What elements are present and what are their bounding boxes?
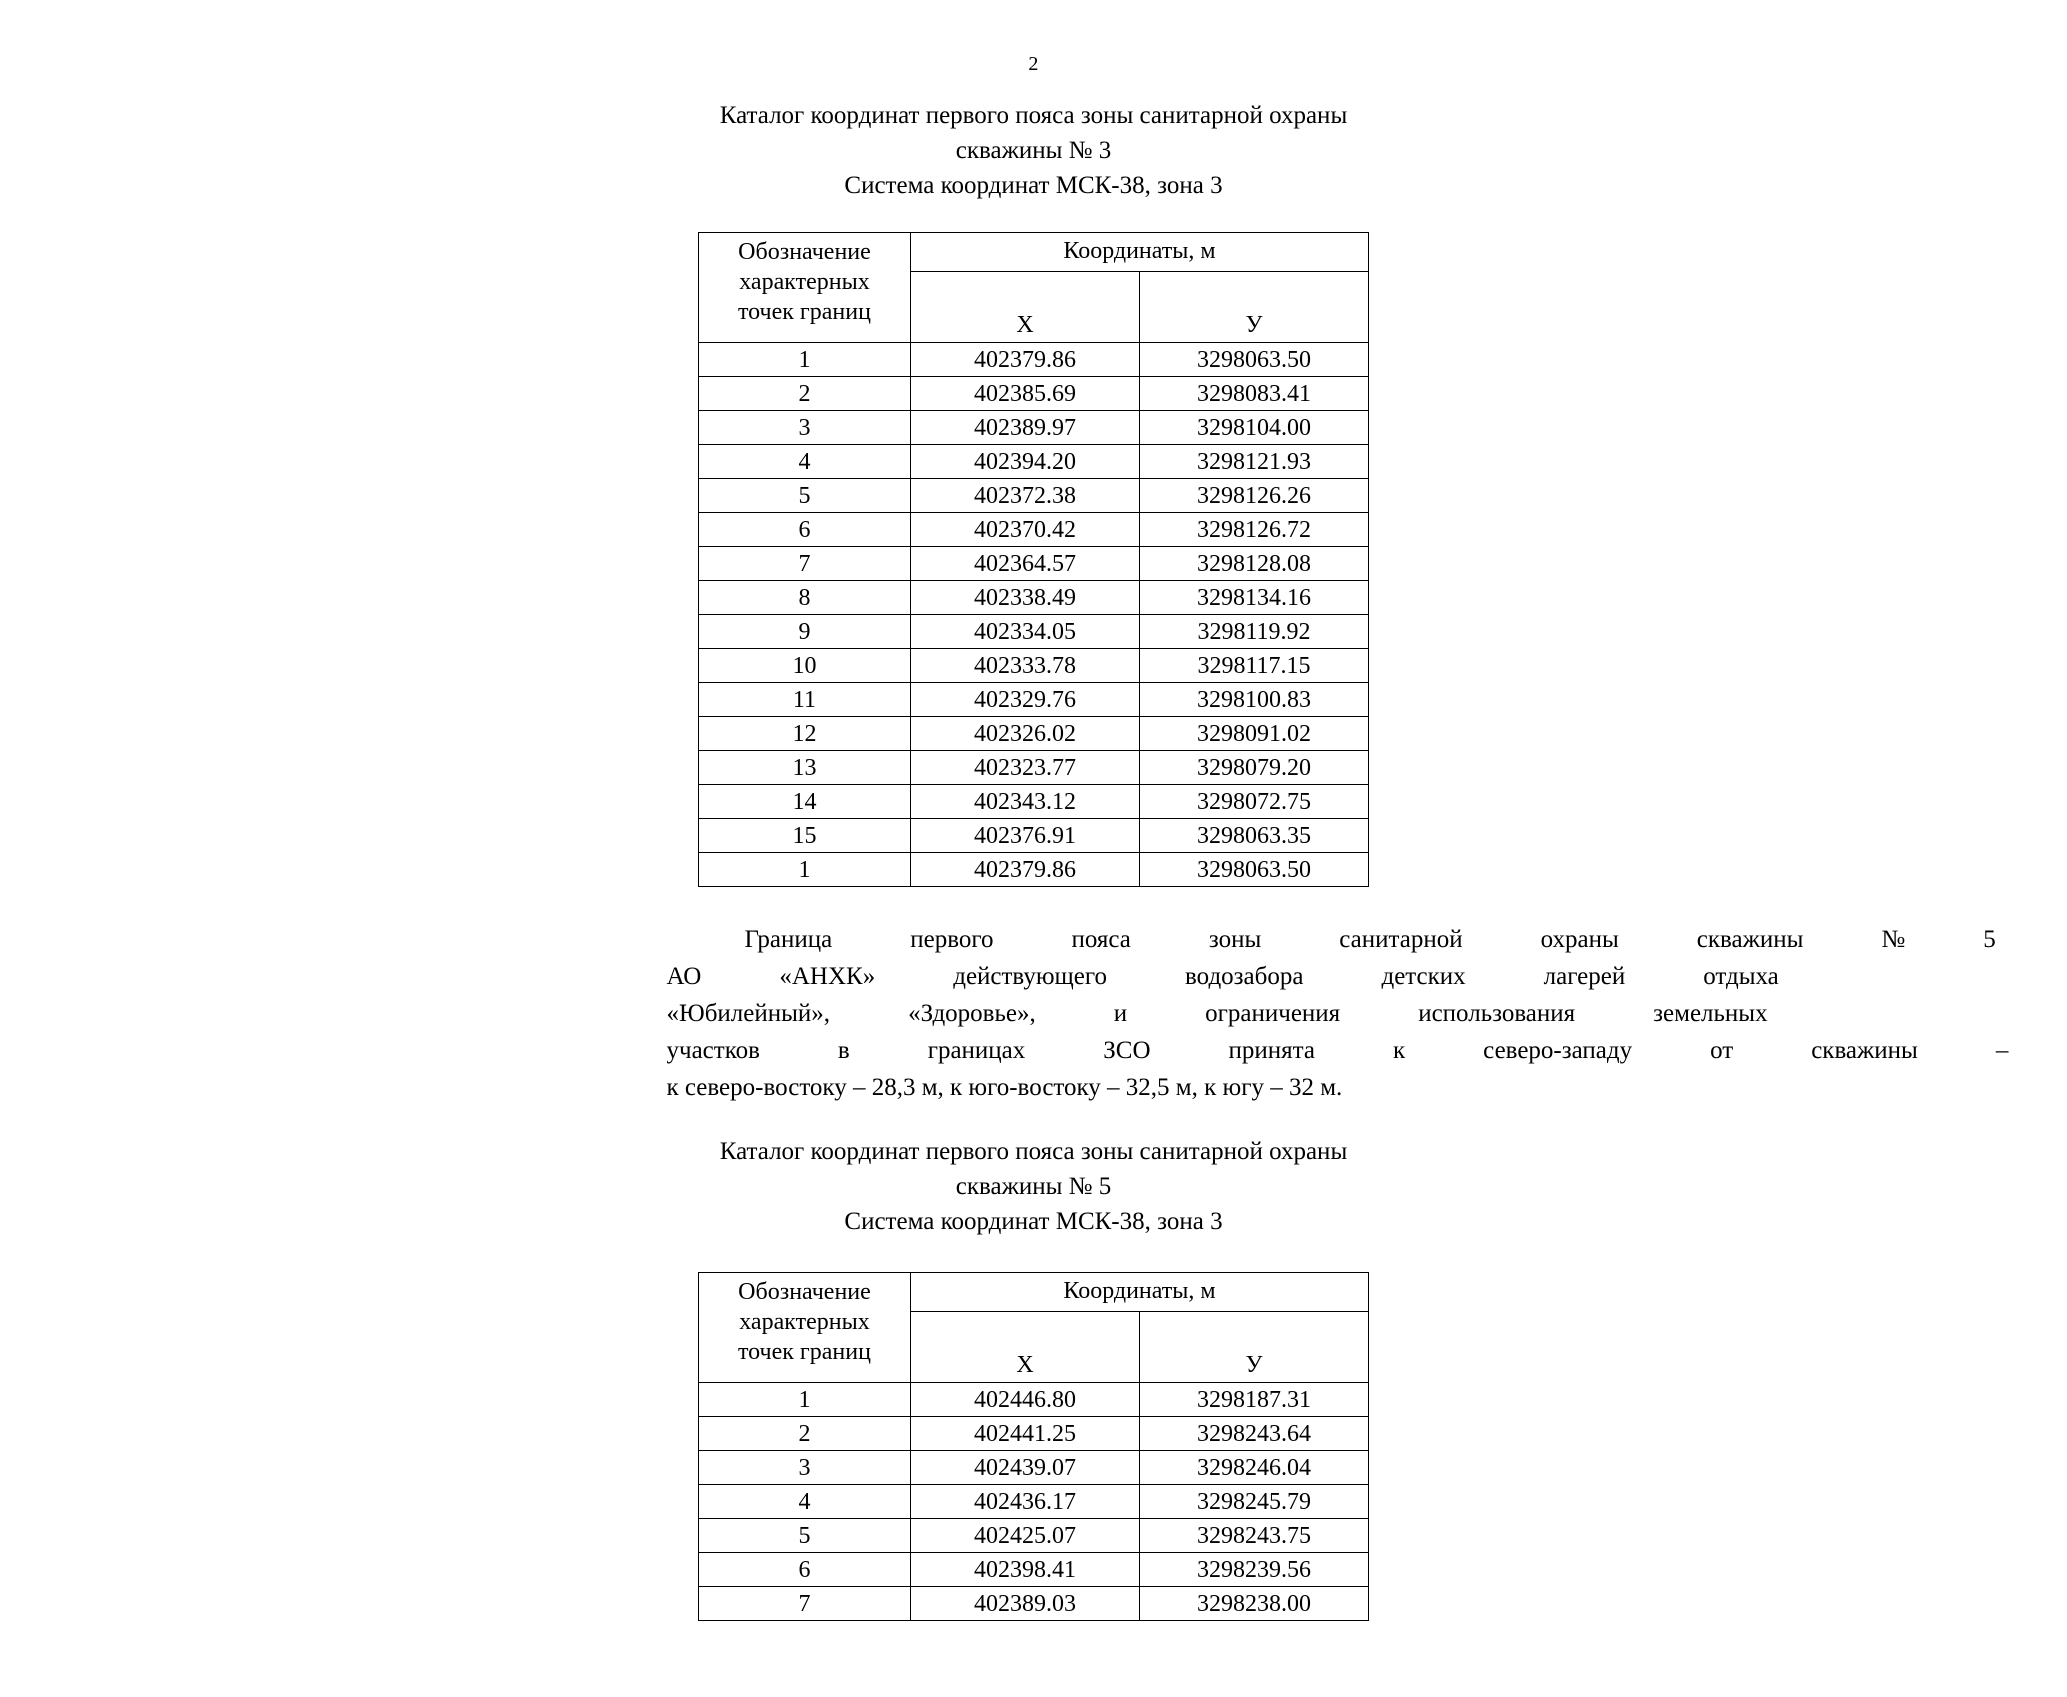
paragraph-line-5: к северо-востоку – 28,3 м, к юго-востоку – 32,5 м, к югу – 32 м. [666, 1074, 1343, 1101]
table-row [698, 343, 1368, 377]
cell-y: 3298063.50 [1139, 343, 1368, 377]
header-y: У [1139, 272, 1368, 343]
paragraph-line-4 [589, 1032, 2009, 1069]
word: АО [666, 963, 702, 990]
cell-point: 15 [698, 819, 910, 853]
header-designation-line3: точек границ [738, 299, 871, 325]
cell-x: 402370.42 [910, 513, 1139, 547]
cell-x: 402343.12 [910, 785, 1139, 819]
word: первого [910, 926, 994, 953]
table-row [698, 751, 1368, 785]
cell-x: 402439.07 [910, 1451, 1139, 1485]
description-paragraph [589, 921, 2009, 1106]
table-row [698, 1587, 1368, 1621]
header-x: X [910, 1312, 1139, 1383]
section2-heading-line1: Каталог координат первого пояса зоны санитарной охраны [719, 1138, 1348, 1165]
word: от [1710, 1037, 1734, 1064]
cell-x: 402338.49 [910, 581, 1139, 615]
cell-y: 3298117.15 [1139, 649, 1368, 683]
word: водозабора [1185, 963, 1304, 990]
word: отдыха [1703, 963, 1779, 990]
header-designation-line1: Обозначение [738, 239, 871, 265]
cell-point: 1 [698, 343, 910, 377]
section1-heading-line1: Каталог координат первого пояса зоны санитарной охраны [719, 102, 1348, 129]
word: действующего [953, 963, 1108, 990]
coordinates-table-well-5 [698, 1272, 1369, 1621]
header-designation-line3: точек границ [738, 1339, 871, 1365]
cell-x: 402376.91 [910, 819, 1139, 853]
table-row [698, 1451, 1368, 1485]
header-x: X [910, 272, 1139, 343]
cell-y: 3298187.31 [1139, 1383, 1368, 1417]
cell-point: 9 [698, 615, 910, 649]
cell-y: 3298121.93 [1139, 445, 1368, 479]
cell-y: 3298134.16 [1139, 581, 1368, 615]
cell-x: 402389.03 [910, 1587, 1139, 1621]
cell-point: 3 [698, 411, 910, 445]
cell-point: 4 [698, 1485, 910, 1519]
table-row [698, 547, 1368, 581]
table-header-row [698, 233, 1368, 272]
cell-point: 14 [698, 785, 910, 819]
cell-y: 3298239.56 [1139, 1553, 1368, 1587]
table-row [698, 411, 1368, 445]
word: скважины [1696, 926, 1804, 953]
cell-point: 7 [698, 1587, 910, 1621]
header-designation-line1: Обозначение [738, 1279, 871, 1305]
section2-heading-line3: Система координат МСК-38, зона 3 [844, 1208, 1223, 1235]
word [2008, 1032, 2067, 1069]
section2-heading [634, 1134, 1434, 1239]
table-row [698, 1553, 1368, 1587]
cell-point: 13 [698, 751, 910, 785]
cell-y: 3298104.00 [1139, 411, 1368, 445]
document-page [434, 0, 2009, 1697]
cell-x: 402436.17 [910, 1485, 1139, 1519]
word: № [1881, 926, 1906, 953]
cell-x: 402389.97 [910, 411, 1139, 445]
section2-heading-line2: скважины № 5 [955, 1173, 1112, 1200]
word: скважины [1811, 1037, 1918, 1064]
header-designation-line2: характерных [739, 1309, 870, 1335]
word: – [1995, 1037, 2009, 1064]
word: ограничения [1205, 1000, 1341, 1027]
word: земельных [1653, 1000, 1768, 1027]
table-row [698, 1383, 1368, 1417]
cell-x: 402446.80 [910, 1383, 1139, 1417]
coordinates-table-well-3 [698, 232, 1369, 887]
cell-x: 402329.76 [910, 683, 1139, 717]
cell-point: 6 [698, 513, 910, 547]
cell-y: 3298091.02 [1139, 717, 1368, 751]
table-row [698, 1417, 1368, 1451]
table-row [698, 819, 1368, 853]
cell-point: 5 [698, 1519, 910, 1553]
cell-y: 3298079.20 [1139, 751, 1368, 785]
word: к [1393, 1037, 1406, 1064]
header-y: У [1139, 1312, 1368, 1383]
table-body-well-3 [698, 343, 1368, 887]
cell-y: 3298072.75 [1139, 785, 1368, 819]
word: зоны [1208, 926, 1262, 953]
cell-x: 402425.07 [910, 1519, 1139, 1553]
word: пояса [1071, 926, 1131, 953]
table-row [698, 445, 1368, 479]
cell-x: 402333.78 [910, 649, 1139, 683]
cell-point: 5 [698, 479, 910, 513]
cell-y: 3298243.75 [1139, 1519, 1368, 1553]
paragraph-line-3 [589, 995, 1768, 1032]
word: и [1113, 1000, 1128, 1027]
cell-x: 402364.57 [910, 547, 1139, 581]
cell-x: 402323.77 [910, 751, 1139, 785]
table-row [698, 683, 1368, 717]
cell-y: 3298126.26 [1139, 479, 1368, 513]
table-row [698, 1485, 1368, 1519]
cell-point: 6 [698, 1553, 910, 1587]
cell-point: 2 [698, 1417, 910, 1451]
word: «Здоровье», [908, 1000, 1036, 1027]
word: участков [666, 1037, 760, 1064]
word: детских [1381, 963, 1466, 990]
section1-heading-line2: скважины № 3 [955, 137, 1112, 164]
word: лагерей [1543, 963, 1626, 990]
cell-y: 3298246.04 [1139, 1451, 1368, 1485]
table-row [698, 853, 1368, 887]
word: северо-западу [1483, 1037, 1633, 1064]
paragraph-line-1 [589, 921, 1996, 958]
cell-point: 2 [698, 377, 910, 411]
section1-heading [634, 98, 1434, 203]
cell-y: 3298083.41 [1139, 377, 1368, 411]
cell-point: 1 [698, 853, 910, 887]
word: охраны [1540, 926, 1619, 953]
word: использования [1418, 1000, 1576, 1027]
cell-y: 3298243.64 [1139, 1417, 1368, 1451]
table-row [698, 615, 1368, 649]
cell-y: 3298126.72 [1139, 513, 1368, 547]
cell-point: 7 [698, 547, 910, 581]
table-row [698, 717, 1368, 751]
table-row [698, 377, 1368, 411]
cell-point: 12 [698, 717, 910, 751]
cell-point: 10 [698, 649, 910, 683]
cell-point: 1 [698, 1383, 910, 1417]
table-row [698, 581, 1368, 615]
cell-y: 3298063.50 [1139, 853, 1368, 887]
word: ЗСО [1103, 1037, 1151, 1064]
header-designation [698, 1273, 910, 1383]
cell-point: 11 [698, 683, 910, 717]
section1-heading-line3: Система координат МСК-38, зона 3 [844, 172, 1223, 199]
word: «АНХК» [779, 963, 876, 990]
header-coordinates: Координаты, м [910, 1273, 1368, 1312]
cell-x: 402379.86 [910, 343, 1139, 377]
table-row [698, 1519, 1368, 1553]
cell-x: 402379.86 [910, 853, 1139, 887]
header-coordinates: Координаты, м [910, 233, 1368, 272]
table-row [698, 513, 1368, 547]
word: санитарной [1339, 926, 1463, 953]
cell-y: 3298100.83 [1139, 683, 1368, 717]
cell-point: 3 [698, 1451, 910, 1485]
table-row [698, 649, 1368, 683]
word: принята [1228, 1037, 1316, 1064]
word: «Юбилейный», [666, 1000, 831, 1027]
header-designation-line2: характерных [739, 269, 870, 295]
cell-x: 402394.20 [910, 445, 1139, 479]
word: Граница [744, 926, 833, 953]
table-row [698, 479, 1368, 513]
cell-x: 402372.38 [910, 479, 1139, 513]
cell-y: 3298128.08 [1139, 547, 1368, 581]
cell-y: 3298245.79 [1139, 1485, 1368, 1519]
cell-y: 3298238.00 [1139, 1587, 1368, 1621]
cell-y: 3298063.35 [1139, 819, 1368, 853]
word: 5 [1983, 926, 1996, 953]
table-row [698, 785, 1368, 819]
cell-x: 402441.25 [910, 1417, 1139, 1451]
cell-x: 402385.69 [910, 377, 1139, 411]
cell-point: 4 [698, 445, 910, 479]
cell-x: 402334.05 [910, 615, 1139, 649]
cell-x: 402398.41 [910, 1553, 1139, 1587]
page-number: 2 [1028, 53, 1039, 75]
header-designation [698, 233, 910, 343]
table-header-row [698, 1273, 1368, 1312]
table-body-well-5 [698, 1383, 1368, 1621]
cell-x: 402326.02 [910, 717, 1139, 751]
paragraph-line-2 [589, 958, 1779, 995]
word: границах [927, 1037, 1026, 1064]
word: в [837, 1037, 850, 1064]
cell-point: 8 [698, 581, 910, 615]
cell-y: 3298119.92 [1139, 615, 1368, 649]
